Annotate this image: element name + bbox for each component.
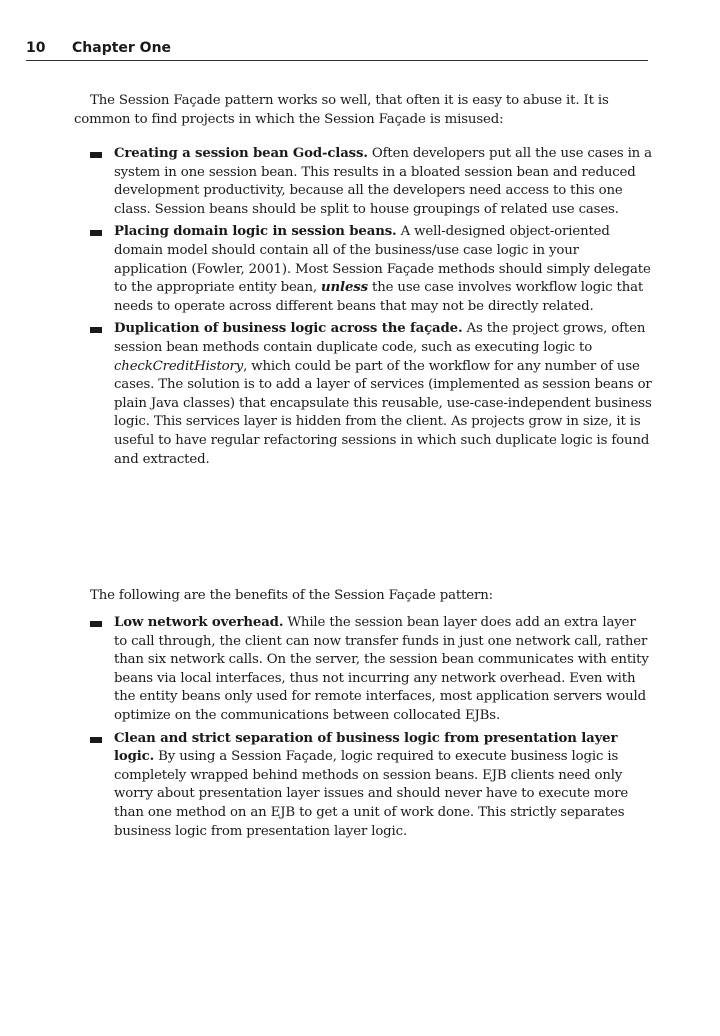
emphasis-unless: unless [321,280,368,296]
misuse-list [90,145,652,473]
benefits-list [90,614,652,845]
list-item-lead: Duplication of business logic across the façade. [114,321,463,337]
list-item-text: While the session bean layer does add an extra layer to call through, the client can now transfer funds in just one network call, rather than six network calls. On the server, the session bean communicates with entity beans via local interfaces, thus not incurring any network overhead. Even with the entity beans only used for remote interfaces, most application servers would optimize on the communications between collocated EJBs. [114,615,649,723]
list-item-text: the use case involves workflow logic that needs to operate across different beans that may not be directly related. [114,280,644,314]
bullet-icon [90,737,102,743]
code-term: checkCreditHistory [114,358,244,374]
bullet-icon [90,327,102,333]
list-item-text: , which could be part of the workflow for any number of use cases. The solution is to add a layer of services (implemented as session beans or plain Java classes) that encapsulate this reusable, use-case-independent business logic. This services layer is hidden from the client. As projects grow in size, it is useful to have regular refactoring sessions in which such duplicate logic is found and extracted. [114,358,652,467]
list-item-lead: Creating a session bean God-class. [114,146,368,161]
chapter-title: Chapter One [72,40,172,56]
list-item-text: As the project grows, often session bean methods contain duplicate code, such as executing logic to [114,321,646,355]
benefits-intro: The following are the benefits of the Session Façade pattern: [90,588,493,603]
list-item-text: Often developers put all the use cases in a system in one session bean. This results in a bloated session bean and reduced development productivity, because all the developers need access to this one class. Session beans should be split to house groupings of related use cases. [114,146,652,217]
bullet-icon [90,152,102,158]
list-item-text: By using a Session Façade, logic required to execute business logic is completely wrapped behind methods on session beans. EJB clients need only worry about presentation layer issues and should never have to execute more than one method on an EJB to get a unit of work done. This strictly separates business logic from presentation layer logic. [114,749,629,839]
intro-paragraph: The Session Façade pattern works so well, that often it is easy to abuse it. It is common to find projects in which the Session Façade is misused: [74,93,609,127]
list-item [90,730,652,842]
list-item-lead: Clean and strict separation of business logic from presentation layer logic. [114,730,618,765]
bullet-icon [90,230,102,236]
list-item [90,320,652,469]
list-item [90,223,652,316]
bullet-icon [90,621,102,627]
list-item-lead: Placing domain logic in session beans. [114,224,397,240]
page-number: 10 [26,40,46,56]
page-header [26,38,648,61]
list-item-text: A well-designed object-oriented domain model should contain all of the business/use case logic in your application (Fowler, 2001). Most Session Façade methods should simply delegate to the appropriate entity bean, [114,224,651,296]
list-item [90,614,652,726]
list-item-lead: Low network overhead. [114,615,284,630]
list-item [90,145,652,219]
